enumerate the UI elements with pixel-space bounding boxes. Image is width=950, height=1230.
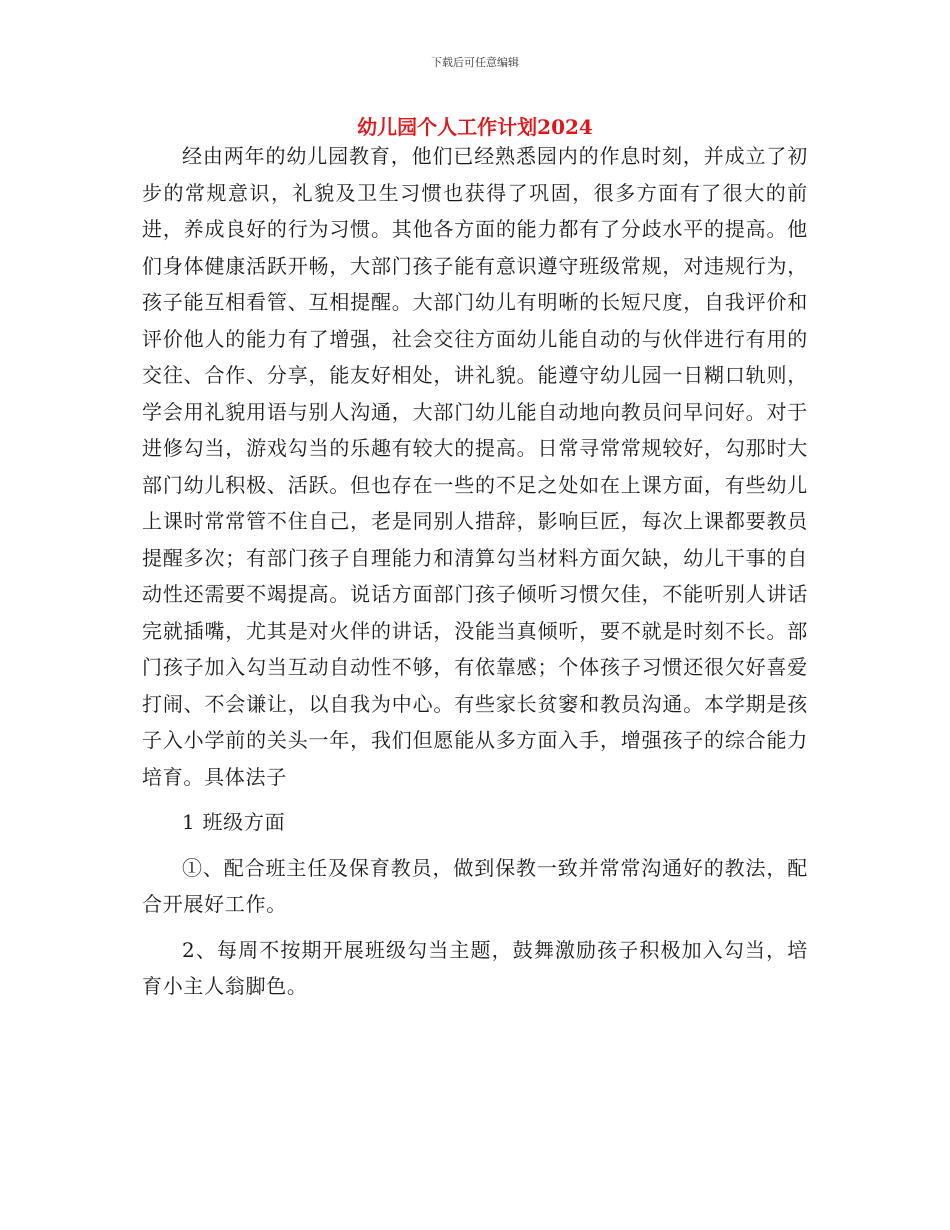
section-heading-class: 1 班级方面	[182, 810, 286, 834]
document-title: 幼儿园个人工作计划2024	[357, 115, 593, 139]
paragraph-item-1: ①、配合班主任及保育教员，做到保教一致并常常沟通好的教法，配合开展好工作。	[142, 855, 808, 916]
paragraph-intro: 经由两年的幼儿园教育，他们已经熟悉园内的作息时刻，并成立了初步的常规意识，礼貌及卫生习惯也获得了巩固，很多方面有了很大的前进，养成良好的行为习惯。其他各方面的能力都有了分歧水平的提高。他们身体健康活跃开畅，大部门孩子能有意识遵守班级常规，对违规行为，孩子能互相看管、互相提醒。大部门幼儿有明晰的长短尺度，自我评价和评价他人的能力有了增强，社会交往方面幼儿能自动的与伙伴进行有用的交往、合作、分享，能友好相处，讲礼貌。能遵守幼儿园一日糊口轨则，学会用礼貌用语与别人沟通，大部门幼儿能自动地向教员问早问好。对于进修勾当，游戏勾当的乐趣有较大的提高。日常寻常常规较好，勾那时大部门幼儿积极、活跃。但也存在一些的不足之处如在上课方面，有些幼儿上课时常常管不住自己，老是同别人措辞，影响巨匠，每次上课都要教员提醒多次；有部门孩子自理能力和清算勾当材料方面欠缺，幼儿干事的自动性还需要不竭提高。说话方面部门孩子倾听习惯欠佳，不能听别人讲话完就插嘴，尤其是对火伴的讲话，没能当真倾听，要不就是时刻不长。部门孩子加入勾当互动自动性不够，有依靠感；个体孩子习惯还很欠好喜爱打闹、不会谦让，以自我为中心。有些家长贫窭和教员沟通。本学期是孩子入小学前的关头一年，我们但愿能从多方面入手，增强孩子的综合能力培育。具体法子	[142, 144, 808, 789]
header-note: 下载后可任意编辑	[431, 56, 519, 69]
document-body	[142, 138, 808, 1005]
paragraph-item-2: 2、每周不按期开展班级勾当主题，鼓舞激励孩子积极加入勾当，培育小主人翁脚色。	[142, 937, 808, 998]
